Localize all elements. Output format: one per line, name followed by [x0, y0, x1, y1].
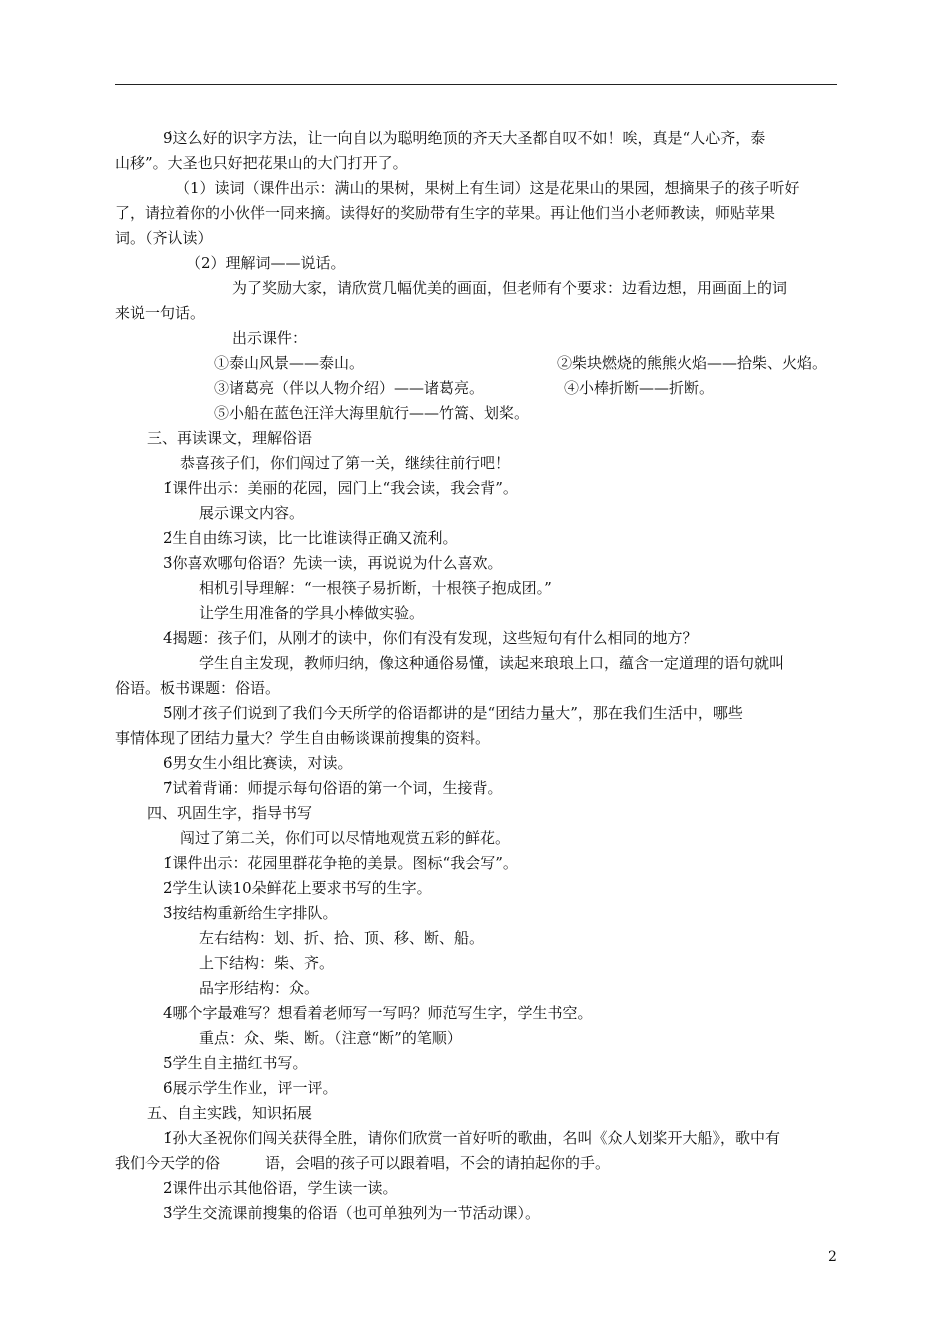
text-line: （2）理解词——说话。 [186, 254, 346, 272]
section-heading: 五、自主实践，知识拓展 [147, 1104, 313, 1122]
text-line: 1́课件出示：花园里群花争艳的美景。图标“我会写”。 [163, 854, 518, 872]
text-line: 9́这么好的识字方法，让一向自以为聪明绝顶的齐天大圣都自叹不如！唉，真是“人心齐，泰 [163, 129, 766, 147]
text-line: 闯过了第二关，你们可以尽情地观赏五彩的鲜花。 [180, 829, 511, 847]
section-heading: 四、巩固生字，指导书写 [147, 804, 313, 822]
text-line: 了，请拉着你的小伙伴一同来摘。读得好的奖励带有生字的苹果。再让他们当小老师教读，师贴苹果 [115, 204, 776, 222]
text-line: 我们今天学的俗 语，会唱的孩子可以跟着唱，不会的请拍起你的手。 [115, 1154, 611, 1172]
text-line: 3́按结构重新给生字排队。 [163, 904, 338, 922]
section-heading: 三、再读课文，理解俗语 [147, 429, 313, 447]
text-line: 3́学生交流课前搜集的俗语（也可单独列为一节活动课）。 [163, 1204, 541, 1222]
text-line: 1́孙大圣祝你们闯关获得全胜，请你们欣赏一首好听的歌曲，名叫《众人划桨开大船》，歌中有 [163, 1129, 781, 1147]
text-line: 5́学生自主描红书写。 [163, 1054, 308, 1072]
text-line: 5́刚才孩子们说到了我们今天所学的俗语都讲的是“团结力量大”，那在我们生活中，哪些 [163, 704, 743, 722]
text-line: 展示课文内容。 [199, 504, 305, 522]
text-line: 恭喜孩子们，你们闯过了第一关，继续往前行吧！ [180, 454, 511, 472]
text-line: 4́哪个字最难写？想看着老师写一写吗？师范写生字，学生书空。 [163, 1004, 593, 1022]
text-line: 相机引导理解：“一根筷子易折断，十根筷子抱成团。” [199, 579, 552, 597]
text-line: 山移”。大圣也只好把花果山的大门打开了。 [115, 154, 408, 172]
text-line: 为了奖励大家，请欣赏几幅优美的画面，但老师有个要求：边看边想，用画面上的词 [232, 279, 788, 297]
text-line: ⑤小船在蓝色汪洋大海里航行——竹篙、划桨。 [214, 404, 530, 422]
text-line: 让学生用准备的学具小棒做实验。 [199, 604, 425, 622]
text-line: 上下结构：柴、齐。 [199, 954, 335, 972]
text-line: 6́展示学生作业，评一评。 [163, 1079, 338, 1097]
text-line: 6́男女生小组比赛读，对读。 [163, 754, 353, 772]
text-line: 学生自主发现，教师归纳，像这种通俗易懂，读起来琅琅上口，蕴含一定道理的语句就叫 [199, 654, 785, 672]
text-line: 俗语。板书课题：俗语。 [115, 679, 281, 697]
text-line: 2́生自由练习读，比一比谁读得正确又流利。 [163, 529, 458, 547]
text-line: 2́学生认读10朵鲜花上要求书写的生字。 [163, 879, 432, 897]
text-line: 左右结构：划、折、拾、顶、移、断、船。 [199, 929, 485, 947]
text-line: 出示课件： [232, 329, 308, 347]
text-line: ③诸葛亮（伴以人物介绍）——诸葛亮。 [214, 379, 485, 397]
text-line: 1́课件出示：美丽的花园，园门上“我会读，我会背”。 [163, 479, 518, 497]
text-line: 2́课件出示其他俗语，学生读一读。 [163, 1179, 398, 1197]
text-line: 3́你喜欢哪句俗语？先读一读，再说说为什么喜欢。 [163, 554, 503, 572]
text-line: ④小棒折断——折断。 [564, 379, 715, 397]
text-line: 品字形结构：众。 [199, 979, 320, 997]
page-number: 2 [828, 1249, 837, 1265]
text-line: 7́试着背诵：师提示每句俗语的第一个词，生接背。 [163, 779, 503, 797]
text-line: 4́揭题：孩子们，从刚才的读中，你们有没有发现，这些短句有什么相同的地方？ [163, 629, 698, 647]
text-line: 词。（齐认读） [115, 229, 213, 247]
text-line: （1）读词（课件出示：满山的果树，果树上有生词）这是花果山的果园，想摘果子的孩子听好 [175, 179, 800, 197]
header-rule [115, 84, 837, 85]
text-line: ②柴块燃烧的熊熊火焰——拾柴、火焰。 [557, 354, 828, 372]
text-line: 来说一句话。 [115, 304, 206, 322]
text-line: 重点：众、柴、断。（注意“断”的笔顺） [199, 1029, 462, 1047]
text-line: 事情体现了团结力量大？学生自由畅谈课前搜集的资料。 [115, 729, 491, 747]
text-line: ①泰山风景——泰山。 [214, 354, 365, 372]
